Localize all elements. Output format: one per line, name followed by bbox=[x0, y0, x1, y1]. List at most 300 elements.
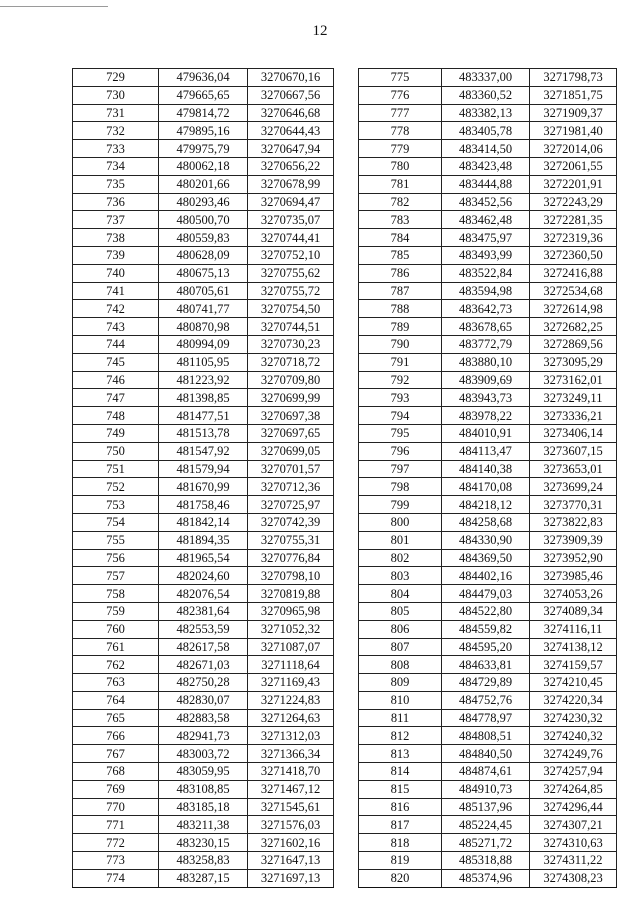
x-coordinate-cell: 481758,46 bbox=[159, 496, 248, 514]
point-number-cell: 816 bbox=[359, 798, 442, 816]
x-coordinate-cell: 483258,83 bbox=[159, 852, 248, 870]
x-coordinate-cell: 482553,59 bbox=[159, 620, 248, 638]
table-row bbox=[73, 246, 334, 264]
y-coordinate-cell: 3271118,64 bbox=[248, 656, 334, 674]
x-coordinate-cell: 485224,45 bbox=[442, 816, 530, 834]
table-row bbox=[73, 122, 334, 140]
table-row bbox=[73, 140, 334, 158]
x-coordinate-cell: 480201,66 bbox=[159, 175, 248, 193]
table-row bbox=[73, 834, 334, 852]
x-coordinate-cell: 484808,51 bbox=[442, 727, 530, 745]
table-row bbox=[73, 798, 334, 816]
point-number-cell: 807 bbox=[359, 638, 442, 656]
x-coordinate-cell: 483382,13 bbox=[442, 104, 530, 122]
x-coordinate-cell: 482750,28 bbox=[159, 674, 248, 692]
table-row bbox=[359, 691, 617, 709]
x-coordinate-cell: 479814,72 bbox=[159, 104, 248, 122]
table-row bbox=[359, 371, 617, 389]
x-coordinate-cell: 482830,07 bbox=[159, 691, 248, 709]
table-row bbox=[73, 300, 334, 318]
table-row bbox=[73, 709, 334, 727]
point-number-cell: 754 bbox=[73, 513, 159, 531]
x-coordinate-cell: 484479,03 bbox=[442, 585, 530, 603]
table-row bbox=[73, 691, 334, 709]
table-row bbox=[359, 513, 617, 531]
point-number-cell: 744 bbox=[73, 335, 159, 353]
x-coordinate-cell: 483642,73 bbox=[442, 300, 530, 318]
x-coordinate-cell: 481398,85 bbox=[159, 389, 248, 407]
table-row bbox=[73, 407, 334, 425]
x-coordinate-cell: 481477,51 bbox=[159, 407, 248, 425]
point-number-cell: 745 bbox=[73, 353, 159, 371]
table-row bbox=[73, 531, 334, 549]
x-coordinate-cell: 481894,35 bbox=[159, 531, 248, 549]
coordinates-table-right bbox=[358, 68, 617, 888]
y-coordinate-cell: 3272319,36 bbox=[530, 229, 617, 247]
point-number-cell: 739 bbox=[73, 246, 159, 264]
point-number-cell: 788 bbox=[359, 300, 442, 318]
table-row bbox=[73, 424, 334, 442]
y-coordinate-cell: 3274310,63 bbox=[530, 834, 617, 852]
y-coordinate-cell: 3271087,07 bbox=[248, 638, 334, 656]
y-coordinate-cell: 3273770,31 bbox=[530, 496, 617, 514]
x-coordinate-cell: 479975,79 bbox=[159, 140, 248, 158]
point-number-cell: 742 bbox=[73, 300, 159, 318]
x-coordinate-cell: 480870,98 bbox=[159, 318, 248, 336]
y-coordinate-cell: 3270694,47 bbox=[248, 193, 334, 211]
y-coordinate-cell: 3270712,36 bbox=[248, 478, 334, 496]
point-number-cell: 806 bbox=[359, 620, 442, 638]
table-row bbox=[73, 211, 334, 229]
y-coordinate-cell: 3270644,43 bbox=[248, 122, 334, 140]
table-row bbox=[359, 264, 617, 282]
x-coordinate-cell: 482381,64 bbox=[159, 602, 248, 620]
x-coordinate-cell: 483462,48 bbox=[442, 211, 530, 229]
y-coordinate-cell: 3271981,40 bbox=[530, 122, 617, 140]
point-number-cell: 809 bbox=[359, 674, 442, 692]
y-coordinate-cell: 3273336,21 bbox=[530, 407, 617, 425]
point-number-cell: 782 bbox=[359, 193, 442, 211]
x-coordinate-cell: 483594,98 bbox=[442, 282, 530, 300]
point-number-cell: 814 bbox=[359, 763, 442, 781]
point-number-cell: 784 bbox=[359, 229, 442, 247]
x-coordinate-cell: 484330,90 bbox=[442, 531, 530, 549]
x-coordinate-cell: 482941,73 bbox=[159, 727, 248, 745]
table-row bbox=[359, 674, 617, 692]
x-coordinate-cell: 483414,50 bbox=[442, 140, 530, 158]
y-coordinate-cell: 3273952,90 bbox=[530, 549, 617, 567]
point-number-cell: 801 bbox=[359, 531, 442, 549]
x-coordinate-cell: 484729,89 bbox=[442, 674, 530, 692]
table-row bbox=[359, 389, 617, 407]
x-coordinate-cell: 480675,13 bbox=[159, 264, 248, 282]
x-coordinate-cell: 484140,38 bbox=[442, 460, 530, 478]
table-row bbox=[73, 478, 334, 496]
table-row bbox=[73, 353, 334, 371]
y-coordinate-cell: 3271264,63 bbox=[248, 709, 334, 727]
y-coordinate-cell: 3270735,07 bbox=[248, 211, 334, 229]
y-coordinate-cell: 3271052,32 bbox=[248, 620, 334, 638]
table-row bbox=[359, 816, 617, 834]
x-coordinate-cell: 483452,56 bbox=[442, 193, 530, 211]
x-coordinate-cell: 483059,95 bbox=[159, 763, 248, 781]
y-coordinate-cell: 3270819,88 bbox=[248, 585, 334, 603]
table-row bbox=[73, 69, 334, 87]
page-number: 12 bbox=[312, 23, 328, 39]
table-row bbox=[359, 282, 617, 300]
point-number-cell: 812 bbox=[359, 727, 442, 745]
table-row bbox=[73, 549, 334, 567]
y-coordinate-cell: 3274159,57 bbox=[530, 656, 617, 674]
table-row bbox=[73, 282, 334, 300]
point-number-cell: 759 bbox=[73, 602, 159, 620]
point-number-cell: 813 bbox=[359, 745, 442, 763]
x-coordinate-cell: 483943,73 bbox=[442, 389, 530, 407]
y-coordinate-cell: 3270647,94 bbox=[248, 140, 334, 158]
x-coordinate-cell: 485137,96 bbox=[442, 798, 530, 816]
table-row bbox=[359, 567, 617, 585]
y-coordinate-cell: 3271418,70 bbox=[248, 763, 334, 781]
y-coordinate-cell: 3274053,26 bbox=[530, 585, 617, 603]
y-coordinate-cell: 3270697,38 bbox=[248, 407, 334, 425]
point-number-cell: 757 bbox=[73, 567, 159, 585]
point-number-cell: 774 bbox=[73, 869, 159, 887]
y-coordinate-cell: 3274210,45 bbox=[530, 674, 617, 692]
y-coordinate-cell: 3272281,35 bbox=[530, 211, 617, 229]
point-number-cell: 786 bbox=[359, 264, 442, 282]
y-coordinate-cell: 3273406,14 bbox=[530, 424, 617, 442]
point-number-cell: 792 bbox=[359, 371, 442, 389]
x-coordinate-cell: 482024,60 bbox=[159, 567, 248, 585]
y-coordinate-cell: 3270744,41 bbox=[248, 229, 334, 247]
point-number-cell: 775 bbox=[359, 69, 442, 87]
point-number-cell: 731 bbox=[73, 104, 159, 122]
y-coordinate-cell: 3273162,01 bbox=[530, 371, 617, 389]
x-coordinate-cell: 480500,70 bbox=[159, 211, 248, 229]
y-coordinate-cell: 3272360,50 bbox=[530, 246, 617, 264]
x-coordinate-cell: 483405,78 bbox=[442, 122, 530, 140]
x-coordinate-cell: 482617,58 bbox=[159, 638, 248, 656]
x-coordinate-cell: 483230,15 bbox=[159, 834, 248, 852]
table-row bbox=[73, 585, 334, 603]
x-coordinate-cell: 480741,77 bbox=[159, 300, 248, 318]
point-number-cell: 797 bbox=[359, 460, 442, 478]
table-row bbox=[73, 86, 334, 104]
table-row bbox=[73, 460, 334, 478]
point-number-cell: 785 bbox=[359, 246, 442, 264]
y-coordinate-cell: 3273699,24 bbox=[530, 478, 617, 496]
point-number-cell: 746 bbox=[73, 371, 159, 389]
y-coordinate-cell: 3271545,61 bbox=[248, 798, 334, 816]
point-number-cell: 795 bbox=[359, 424, 442, 442]
table-row bbox=[359, 638, 617, 656]
y-coordinate-cell: 3271467,12 bbox=[248, 780, 334, 798]
table-row bbox=[73, 852, 334, 870]
table-row bbox=[359, 585, 617, 603]
table-row bbox=[359, 763, 617, 781]
y-coordinate-cell: 3274249,76 bbox=[530, 745, 617, 763]
table-row bbox=[73, 229, 334, 247]
y-coordinate-cell: 3272243,29 bbox=[530, 193, 617, 211]
y-coordinate-cell: 3272416,88 bbox=[530, 264, 617, 282]
y-coordinate-cell: 3271312,03 bbox=[248, 727, 334, 745]
point-number-cell: 740 bbox=[73, 264, 159, 282]
y-coordinate-cell: 3273095,29 bbox=[530, 353, 617, 371]
x-coordinate-cell: 483108,85 bbox=[159, 780, 248, 798]
y-coordinate-cell: 3274308,23 bbox=[530, 869, 617, 887]
table-row bbox=[359, 69, 617, 87]
y-coordinate-cell: 3272201,91 bbox=[530, 175, 617, 193]
table-row bbox=[359, 86, 617, 104]
point-number-cell: 770 bbox=[73, 798, 159, 816]
point-number-cell: 776 bbox=[359, 86, 442, 104]
point-number-cell: 805 bbox=[359, 602, 442, 620]
y-coordinate-cell: 3273653,01 bbox=[530, 460, 617, 478]
table-row bbox=[359, 442, 617, 460]
table-row bbox=[359, 335, 617, 353]
point-number-cell: 763 bbox=[73, 674, 159, 692]
point-number-cell: 808 bbox=[359, 656, 442, 674]
y-coordinate-cell: 3271909,37 bbox=[530, 104, 617, 122]
y-coordinate-cell: 3274138,12 bbox=[530, 638, 617, 656]
y-coordinate-cell: 3272682,25 bbox=[530, 318, 617, 336]
y-coordinate-cell: 3272869,56 bbox=[530, 335, 617, 353]
table-row bbox=[359, 175, 617, 193]
point-number-cell: 768 bbox=[73, 763, 159, 781]
table-row bbox=[359, 246, 617, 264]
point-number-cell: 793 bbox=[359, 389, 442, 407]
x-coordinate-cell: 484840,50 bbox=[442, 745, 530, 763]
y-coordinate-cell: 3272014,06 bbox=[530, 140, 617, 158]
y-coordinate-cell: 3272614,98 bbox=[530, 300, 617, 318]
y-coordinate-cell: 3273985,46 bbox=[530, 567, 617, 585]
x-coordinate-cell: 484874,61 bbox=[442, 763, 530, 781]
x-coordinate-cell: 480062,18 bbox=[159, 157, 248, 175]
y-coordinate-cell: 3270755,62 bbox=[248, 264, 334, 282]
table-row bbox=[359, 460, 617, 478]
table-row bbox=[73, 264, 334, 282]
y-coordinate-cell: 3271576,03 bbox=[248, 816, 334, 834]
y-coordinate-cell: 3270699,99 bbox=[248, 389, 334, 407]
table-row bbox=[73, 780, 334, 798]
x-coordinate-cell: 483185,18 bbox=[159, 798, 248, 816]
point-number-cell: 729 bbox=[73, 69, 159, 87]
table-row bbox=[359, 869, 617, 887]
y-coordinate-cell: 3271602,16 bbox=[248, 834, 334, 852]
y-coordinate-cell: 3270697,65 bbox=[248, 424, 334, 442]
y-coordinate-cell: 3274257,94 bbox=[530, 763, 617, 781]
table-row bbox=[359, 852, 617, 870]
table-row bbox=[359, 229, 617, 247]
y-coordinate-cell: 3270656,22 bbox=[248, 157, 334, 175]
point-number-cell: 794 bbox=[359, 407, 442, 425]
x-coordinate-cell: 485374,96 bbox=[442, 869, 530, 887]
table-row bbox=[359, 834, 617, 852]
y-coordinate-cell: 3274264,85 bbox=[530, 780, 617, 798]
point-number-cell: 753 bbox=[73, 496, 159, 514]
point-number-cell: 767 bbox=[73, 745, 159, 763]
y-coordinate-cell: 3273607,15 bbox=[530, 442, 617, 460]
point-number-cell: 810 bbox=[359, 691, 442, 709]
y-coordinate-cell: 3270755,72 bbox=[248, 282, 334, 300]
x-coordinate-cell: 483522,84 bbox=[442, 264, 530, 282]
x-coordinate-cell: 484522,80 bbox=[442, 602, 530, 620]
point-number-cell: 736 bbox=[73, 193, 159, 211]
point-number-cell: 790 bbox=[359, 335, 442, 353]
y-coordinate-cell: 3271647,13 bbox=[248, 852, 334, 870]
point-number-cell: 798 bbox=[359, 478, 442, 496]
point-number-cell: 789 bbox=[359, 318, 442, 336]
point-number-cell: 773 bbox=[73, 852, 159, 870]
table-row bbox=[73, 745, 334, 763]
y-coordinate-cell: 3270701,57 bbox=[248, 460, 334, 478]
y-coordinate-cell: 3274220,34 bbox=[530, 691, 617, 709]
point-number-cell: 732 bbox=[73, 122, 159, 140]
coordinates-table-right-body bbox=[359, 69, 617, 888]
table-row bbox=[73, 513, 334, 531]
y-coordinate-cell: 3273909,39 bbox=[530, 531, 617, 549]
table-row bbox=[359, 496, 617, 514]
table-row bbox=[359, 140, 617, 158]
table-row bbox=[73, 104, 334, 122]
y-coordinate-cell: 3270742,39 bbox=[248, 513, 334, 531]
table-row bbox=[359, 798, 617, 816]
point-number-cell: 766 bbox=[73, 727, 159, 745]
table-row bbox=[359, 709, 617, 727]
table-row bbox=[359, 104, 617, 122]
y-coordinate-cell: 3274230,32 bbox=[530, 709, 617, 727]
x-coordinate-cell: 484113,47 bbox=[442, 442, 530, 460]
table-row bbox=[73, 674, 334, 692]
x-coordinate-cell: 483423,48 bbox=[442, 157, 530, 175]
y-coordinate-cell: 3270667,56 bbox=[248, 86, 334, 104]
point-number-cell: 781 bbox=[359, 175, 442, 193]
table-row bbox=[73, 763, 334, 781]
y-coordinate-cell: 3270646,68 bbox=[248, 104, 334, 122]
table-row bbox=[359, 407, 617, 425]
x-coordinate-cell: 481223,92 bbox=[159, 371, 248, 389]
table-row bbox=[73, 157, 334, 175]
table-row bbox=[359, 318, 617, 336]
x-coordinate-cell: 484369,50 bbox=[442, 549, 530, 567]
table-row bbox=[359, 549, 617, 567]
y-coordinate-cell: 3270744,51 bbox=[248, 318, 334, 336]
point-number-cell: 804 bbox=[359, 585, 442, 603]
y-coordinate-cell: 3274296,44 bbox=[530, 798, 617, 816]
point-number-cell: 765 bbox=[73, 709, 159, 727]
x-coordinate-cell: 483337,00 bbox=[442, 69, 530, 87]
y-coordinate-cell: 3271366,34 bbox=[248, 745, 334, 763]
y-coordinate-cell: 3270699,05 bbox=[248, 442, 334, 460]
table-row bbox=[73, 869, 334, 887]
point-number-cell: 777 bbox=[359, 104, 442, 122]
table-row bbox=[359, 122, 617, 140]
x-coordinate-cell: 483360,52 bbox=[442, 86, 530, 104]
table-row bbox=[73, 318, 334, 336]
coordinates-table-left bbox=[72, 68, 334, 888]
point-number-cell: 787 bbox=[359, 282, 442, 300]
x-coordinate-cell: 483880,10 bbox=[442, 353, 530, 371]
point-number-cell: 799 bbox=[359, 496, 442, 514]
y-coordinate-cell: 3271798,73 bbox=[530, 69, 617, 87]
y-coordinate-cell: 3270776,84 bbox=[248, 549, 334, 567]
x-coordinate-cell: 482076,54 bbox=[159, 585, 248, 603]
point-number-cell: 820 bbox=[359, 869, 442, 887]
x-coordinate-cell: 484170,08 bbox=[442, 478, 530, 496]
x-coordinate-cell: 480293,46 bbox=[159, 193, 248, 211]
table-row bbox=[73, 638, 334, 656]
x-coordinate-cell: 480705,61 bbox=[159, 282, 248, 300]
y-coordinate-cell: 3270730,23 bbox=[248, 335, 334, 353]
y-coordinate-cell: 3270678,99 bbox=[248, 175, 334, 193]
point-number-cell: 764 bbox=[73, 691, 159, 709]
x-coordinate-cell: 483287,15 bbox=[159, 869, 248, 887]
x-coordinate-cell: 479895,16 bbox=[159, 122, 248, 140]
y-coordinate-cell: 3272061,55 bbox=[530, 157, 617, 175]
table-row bbox=[359, 602, 617, 620]
point-number-cell: 756 bbox=[73, 549, 159, 567]
x-coordinate-cell: 484559,82 bbox=[442, 620, 530, 638]
point-number-cell: 811 bbox=[359, 709, 442, 727]
point-number-cell: 769 bbox=[73, 780, 159, 798]
point-number-cell: 779 bbox=[359, 140, 442, 158]
table-row bbox=[359, 780, 617, 798]
point-number-cell: 780 bbox=[359, 157, 442, 175]
table-row bbox=[359, 193, 617, 211]
x-coordinate-cell: 484752,76 bbox=[442, 691, 530, 709]
table-row bbox=[359, 424, 617, 442]
y-coordinate-cell: 3270755,31 bbox=[248, 531, 334, 549]
y-coordinate-cell: 3270798,10 bbox=[248, 567, 334, 585]
x-coordinate-cell: 483978,22 bbox=[442, 407, 530, 425]
y-coordinate-cell: 3271169,43 bbox=[248, 674, 334, 692]
table-row bbox=[73, 389, 334, 407]
x-coordinate-cell: 484595,20 bbox=[442, 638, 530, 656]
y-coordinate-cell: 3273822,83 bbox=[530, 513, 617, 531]
table-row bbox=[359, 211, 617, 229]
point-number-cell: 755 bbox=[73, 531, 159, 549]
x-coordinate-cell: 482671,03 bbox=[159, 656, 248, 674]
y-coordinate-cell: 3271224,83 bbox=[248, 691, 334, 709]
table-row bbox=[73, 620, 334, 638]
point-number-cell: 735 bbox=[73, 175, 159, 193]
x-coordinate-cell: 484910,73 bbox=[442, 780, 530, 798]
x-coordinate-cell: 480628,09 bbox=[159, 246, 248, 264]
x-coordinate-cell: 483909,69 bbox=[442, 371, 530, 389]
x-coordinate-cell: 481547,92 bbox=[159, 442, 248, 460]
point-number-cell: 815 bbox=[359, 780, 442, 798]
table-row bbox=[73, 602, 334, 620]
table-row bbox=[73, 727, 334, 745]
y-coordinate-cell: 3270670,16 bbox=[248, 69, 334, 87]
table-row bbox=[359, 531, 617, 549]
x-coordinate-cell: 481105,95 bbox=[159, 353, 248, 371]
x-coordinate-cell: 479665,65 bbox=[159, 86, 248, 104]
x-coordinate-cell: 480559,83 bbox=[159, 229, 248, 247]
x-coordinate-cell: 484402,16 bbox=[442, 567, 530, 585]
table-row bbox=[359, 745, 617, 763]
point-number-cell: 778 bbox=[359, 122, 442, 140]
table-row bbox=[359, 620, 617, 638]
x-coordinate-cell: 481513,78 bbox=[159, 424, 248, 442]
x-coordinate-cell: 484218,12 bbox=[442, 496, 530, 514]
point-number-cell: 737 bbox=[73, 211, 159, 229]
point-number-cell: 750 bbox=[73, 442, 159, 460]
point-number-cell: 802 bbox=[359, 549, 442, 567]
point-number-cell: 819 bbox=[359, 852, 442, 870]
table-row bbox=[73, 371, 334, 389]
y-coordinate-cell: 3271697,13 bbox=[248, 869, 334, 887]
